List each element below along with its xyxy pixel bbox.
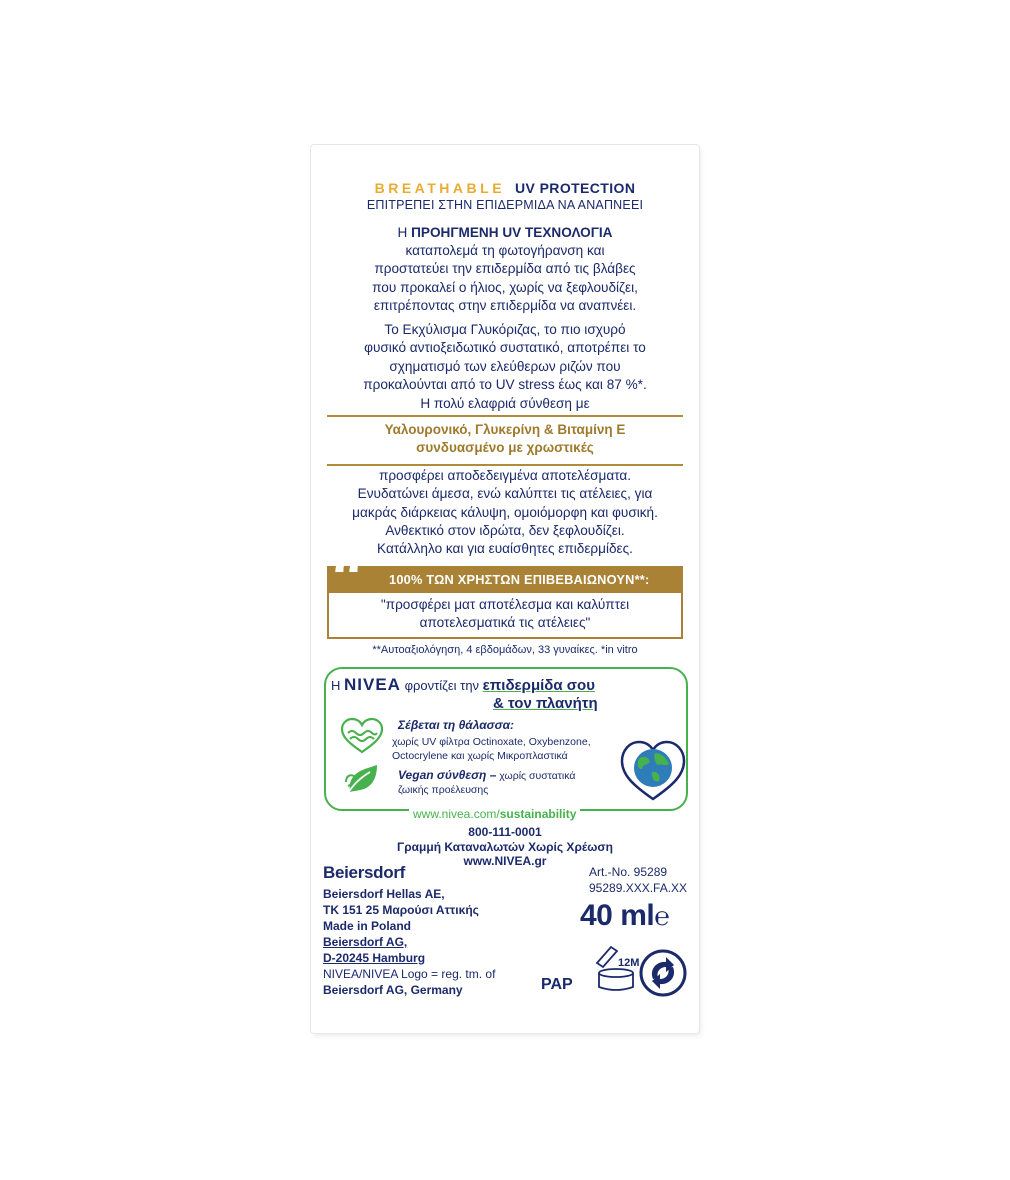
nivea-mid: φροντίζει την xyxy=(400,678,483,693)
nivea-care-line xyxy=(331,675,595,695)
quote-line: "προσφέρει ματ αποτέλεσμα και καλύπτει xyxy=(380,597,630,612)
manufacturer-address xyxy=(323,886,495,998)
leaf-icon xyxy=(344,762,380,796)
paragraph-2 xyxy=(331,321,679,394)
estimated-sign-icon: ℮ xyxy=(654,901,670,931)
earth-heart-icon xyxy=(617,737,689,803)
vegan-title: Vegan σύνθεση – xyxy=(398,768,497,782)
volume xyxy=(580,899,669,933)
url-prefix: www.nivea.com/ xyxy=(413,807,500,821)
website: www.NIVEA.gr xyxy=(463,854,547,868)
volume-value: 40 ml xyxy=(580,899,655,932)
pap-months: 12M xyxy=(618,957,640,969)
footnote: **Αυτοαξιολόγηση, 4 εβδομάδων, 33 γυναίκες. *in vitro xyxy=(372,644,638,656)
ag-line: Beiersdorf AG, xyxy=(323,935,408,949)
vegan-text xyxy=(398,768,628,797)
address-line: Beiersdorf Hellas AE, xyxy=(323,887,445,901)
vegan-detail-2: ζωικής προέλευσης xyxy=(398,784,489,796)
quote-text xyxy=(331,596,679,632)
tech-prefix: Η xyxy=(397,225,412,240)
ag-address: D-20245 Hamburg xyxy=(323,951,426,965)
batch-code: 95289.XXX.FA.XX xyxy=(589,880,688,895)
p4-line: Ανθεκτικό στον ιδρώτα, δεν ξεφλουδίζει. xyxy=(385,522,625,538)
quote-marks-icon: “ xyxy=(331,542,367,615)
address-line: Made in Poland xyxy=(323,919,412,933)
p1-line: επιτρέποντας στην επιδερμίδα να αναπνέει. xyxy=(373,297,637,313)
breathable-text: BREATHABLE xyxy=(374,180,506,196)
gold-divider-top xyxy=(327,415,683,417)
brand-line xyxy=(311,180,699,196)
paragraph-1 xyxy=(331,242,679,315)
sea-text xyxy=(392,735,632,763)
p4-line: Κατάλληλο και για ευαίσθητες επιδερμίδες. xyxy=(377,541,633,557)
p2-line: προκαλούνται από το UV stress έως και 87 %*. xyxy=(363,376,647,392)
address-line: ΤΚ 151 25 Μαρούσι Αττικής xyxy=(323,903,479,917)
p1-line: που προκαλεί ο ήλιος, χωρίς να ξεφλουδίζει, xyxy=(372,279,638,295)
p2-line: φυσικό αντιοξειδωτικό συστατικό, αποτρέπει το xyxy=(364,340,646,356)
subtitle: ΕΠΙΤΡΕΠΕΙ ΣΤΗΝ ΕΠΙΔΕΡΜΙΔΑ ΝΑ ΑΝΑΠΝΕΕΙ xyxy=(366,198,644,212)
p4-line: προσφέρει αποδεδειγμένα αποτελέσματα. xyxy=(378,468,632,483)
nivea-skin: επιδερμίδα σου xyxy=(482,677,595,694)
article-number xyxy=(589,865,687,896)
trademark-line: NIVEA/NIVEA Logo = reg. tm. of xyxy=(323,967,496,981)
quote-line: αποτελεσματικά τις ατέλειες" xyxy=(419,615,591,630)
tech-bold: ΠΡΟΗΓΜΕΝΗ UV ΤΕΧΝΟΛΟΓΙΑ xyxy=(411,225,613,240)
vegan-detail: χωρίς συστατικά xyxy=(496,770,576,782)
sustainability-url[interactable] xyxy=(409,807,580,821)
trademark-line-2: Beiersdorf AG, Germany xyxy=(323,983,463,997)
ingredients-line: Υαλουρονικό, Γλυκερίνη & Βιταμίνη Ε xyxy=(384,422,626,437)
p2-line: σχηματισμό των ελεύθερων ριζών που xyxy=(389,358,621,374)
recycle-point-icon xyxy=(639,949,687,997)
hotline-label: Γραμμή Καταναλωτών Χωρίς Χρέωση xyxy=(397,839,613,854)
gold-divider-bottom xyxy=(327,464,683,466)
ingredients xyxy=(331,421,679,457)
beiersdorf-logo: Beiersdorf xyxy=(323,863,406,882)
open-jar-icon xyxy=(593,945,639,995)
sea-title: Σέβεται τη θάλασσα: xyxy=(398,718,515,732)
nivea-prefix: Η xyxy=(331,678,344,693)
nivea-brand: NIVEA xyxy=(344,675,401,694)
paragraph-4 xyxy=(331,467,679,558)
p2-line: Το Εκχύλισμα Γλυκόριζας, το πιο ισχυρό xyxy=(384,322,626,337)
phone: 800-111-0001 xyxy=(468,825,542,839)
pap-label: PAP xyxy=(541,976,573,993)
url-bold: sustainability xyxy=(499,807,577,821)
heart-waves-icon xyxy=(339,717,385,755)
art-no: Art.-No. 95289 xyxy=(589,865,668,879)
p4-line: μακράς διάρκειας κάλυψη, ομοιόμορφη και φυσική. xyxy=(352,504,658,520)
quote-heading: 100% ΤΩΝ ΧΡΗΣΤΩΝ ΕΠΙΒΕΒΑΙΩΝΟΥΝ**: xyxy=(389,572,650,587)
uv-protection-text: UV PROTECTION xyxy=(515,180,636,196)
paragraph-3: Η πολύ ελαφριά σύνθεση με xyxy=(420,396,590,411)
ingredients-line: συνδυασμένο με χρωστικές xyxy=(416,440,594,455)
p4-line: Ενυδατώνει άμεσα, ενώ καλύπτει τις ατέλειες, για xyxy=(357,486,653,502)
sea-line: Octocrylene και χωρίς Μικροπλαστικά xyxy=(392,750,568,762)
p1-line: προστατεύει την επιδερμίδα από τις βλάβες xyxy=(374,261,636,277)
product-label-panel xyxy=(311,145,699,1033)
nivea-planet: & τον πλανήτη xyxy=(493,695,598,712)
sea-line: χωρίς UV φίλτρα Octinoxate, Oxybenzone, xyxy=(392,736,591,748)
contact-block xyxy=(311,825,699,869)
p1-line: καταπολεμά τη φωτογήρανση και xyxy=(405,243,605,258)
tech-line xyxy=(331,224,679,242)
